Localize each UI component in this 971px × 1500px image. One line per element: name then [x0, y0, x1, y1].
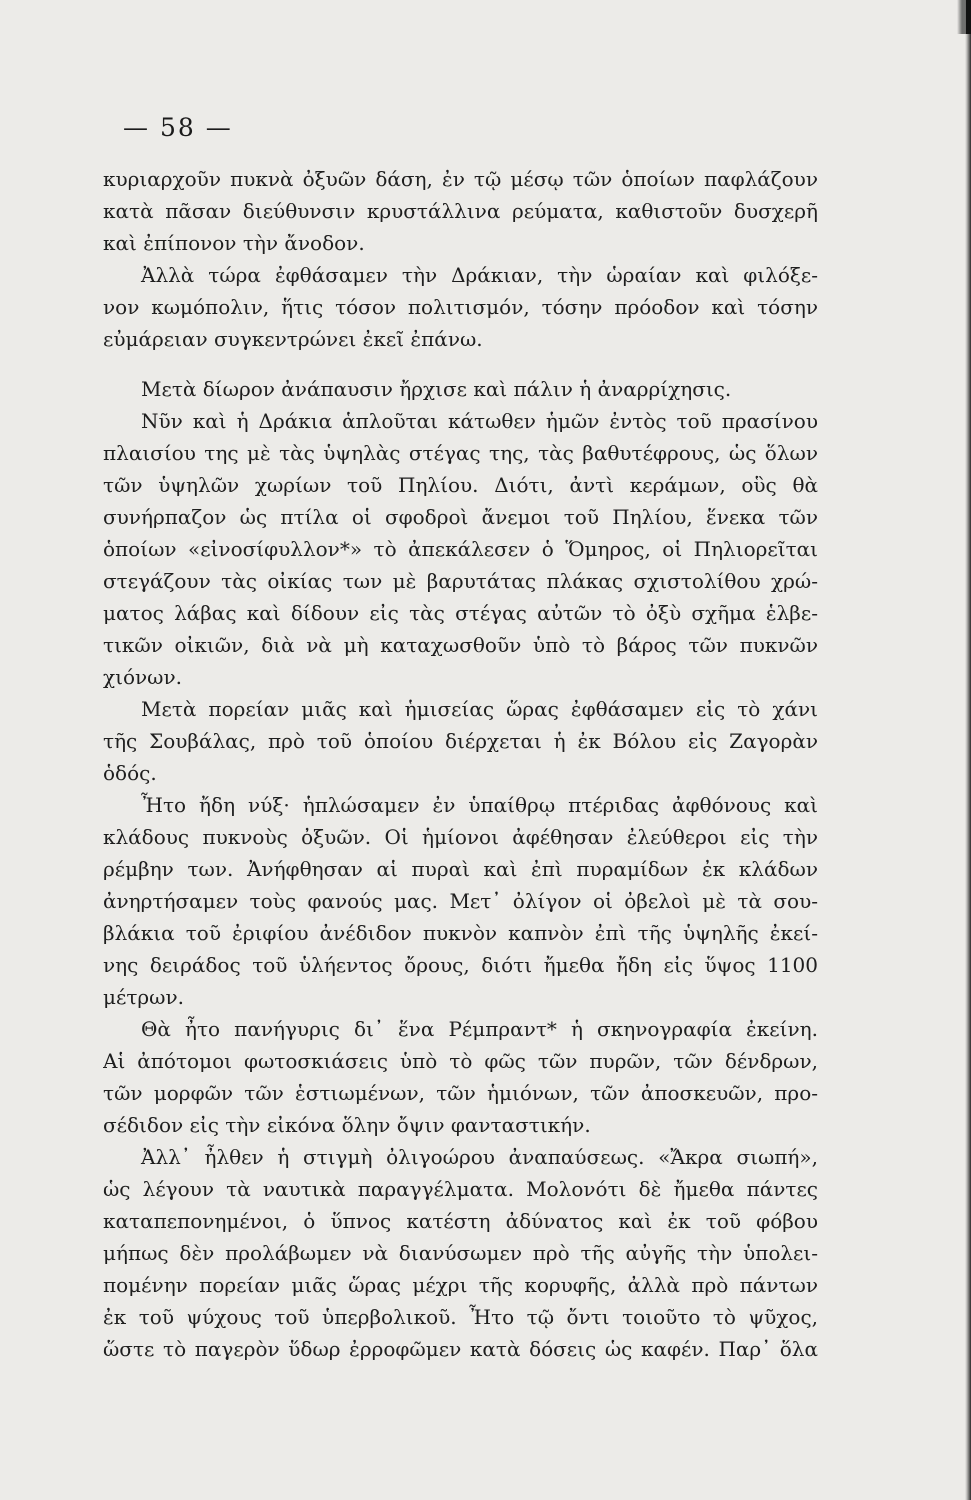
- text-line: κυριαρχοῦν πυκνὰ ὀξυῶν δάση, ἐν τῷ μέσῳ τῶν ὁποίων παφλάζουν: [103, 167, 818, 191]
- text-body: [103, 163, 818, 1365]
- text-line: στεγάζουν τὰς οἰκίας των μὲ βαρυτάτας πλάκας σχιστολίθου χρώ-: [103, 569, 818, 593]
- text-line: Αἱ ἀπότομοι φωτοσκιάσεις ὑπὸ τὸ φῶς τῶν πυρῶν, τῶν δένδρων,: [103, 1049, 818, 1073]
- text-line: κλάδους πυκνοὺς ὀξυῶν. Οἱ ἡμίονοι ἀφέθησαν ἐλεύθεροι εἰς τὴν: [103, 825, 818, 849]
- text-line: μέτρων.: [103, 985, 185, 1009]
- text-line: ἐκ τοῦ ψύχους τοῦ ὑπερβολικοῦ. Ἦτο τῷ ὄντι τοιοῦτο τὸ ψῦχος,: [103, 1305, 818, 1329]
- page-number: — 58 —: [123, 113, 233, 142]
- text-line: χιόνων.: [103, 665, 182, 689]
- page-edge-shadow: [965, 0, 971, 1500]
- text-line: Ἀλλ᾽ ἦλθεν ἡ στιγμὴ ὀλιγοώρου ἀναπαύσεως. «Ἄκρα σιωπή»,: [141, 1145, 818, 1169]
- text-line: Μετὰ πορείαν μιᾶς καὶ ἡμισείας ὥρας ἐφθάσαμεν εἰς τὸ χάνι: [141, 697, 818, 721]
- text-line: Ἀλλὰ τώρα ἐφθάσαμεν τὴν Δράκιαν, τὴν ὡραίαν καὶ φιλόξε-: [141, 263, 818, 287]
- text-line: πομένην πορείαν μιᾶς ὥρας μέχρι τῆς κορυφῆς, ἀλλὰ πρὸ πάντων: [103, 1273, 818, 1297]
- text-line: ὡς λέγουν τὰ ναυτικὰ παραγγέλματα. Μολονότι δὲ ἤμεθα πάντες: [103, 1177, 818, 1201]
- text-line: τῆς Σουβάλας, πρὸ τοῦ ὁποίου διέρχεται ἡ ἐκ Βόλου εἰς Ζαγορὰν: [103, 729, 818, 753]
- text-line: καταπεπονημένοι, ὁ ὕπνος κατέστη ἀδύνατος καὶ ἐκ τοῦ φόβου: [103, 1209, 818, 1233]
- text-line: Ἦτο ἤδη νύξ· ἡπλώσαμεν ἐν ὑπαίθρῳ πτέριδας ἀφθόνους καὶ: [141, 793, 818, 817]
- text-line: βλάκια τοῦ ἐριφίου ἀνέδιδον πυκνὸν καπνὸν ἐπὶ τῆς ὑψηλῆς ἐκεί-: [103, 921, 818, 945]
- text-line: νης δειράδος τοῦ ὑλήεντος ὄρους, διότι ἤμεθα ἤδη εἰς ὕψος 1100: [103, 953, 818, 977]
- text-line: μήπως δὲν προλάβωμεν νὰ διανύσωμεν πρὸ τῆς αὐγῆς τὴν ὑπολει-: [103, 1241, 818, 1265]
- text-line: Νῦν καὶ ἡ Δράκια ἁπλοῦται κάτωθεν ἡμῶν ἐντὸς τοῦ πρασίνου: [141, 409, 818, 433]
- text-line: σέδιδον εἰς τὴν εἰκόνα ὅλην ὄψιν φανταστικήν.: [103, 1113, 591, 1137]
- text-line: συνήρπαζον ὡς πτίλα οἱ σφοδροὶ ἄνεμοι τοῦ Πηλίου, ἕνεκα τῶν: [103, 505, 818, 529]
- page-corner-shadow: [957, 0, 971, 34]
- text-line: πλαισίου της μὲ τὰς ὑψηλὰς στέγας της, τὰς βαθυτέφρους, ὡς ὅλων: [103, 441, 818, 465]
- text-line: ὁποίων «εἰνοσίφυλλον*» τὸ ἀπεκάλεσεν ὁ Ὅμηρος, οἱ Πηλιορεῖται: [103, 537, 818, 561]
- text-line: τῶν ὑψηλῶν χωρίων τοῦ Πηλίου. Διότι, ἀντὶ κεράμων, οὓς θὰ: [103, 473, 818, 497]
- text-line: νον κωμόπολιν, ἥτις τόσον πολιτισμόν, τόσην πρόοδον καὶ τόσην: [103, 295, 818, 319]
- text-line: Μετὰ δίωρον ἀνάπαυσιν ἤρχισε καὶ πάλιν ἡ ἀναρρίχησις.: [141, 377, 732, 401]
- text-line: κατὰ πᾶσαν διεύθυνσιν κρυστάλλινα ρεύματα, καθιστοῦν δυσχερῆ: [103, 199, 818, 223]
- text-line: ἀνηρτήσαμεν τοὺς φανούς μας. Μετ᾽ ὀλίγον οἱ ὀβελοὶ μὲ τὰ σου-: [103, 889, 818, 913]
- text-line: ματος λάβας καὶ δίδουν εἰς τὰς στέγας αὐτῶν τὸ ὀξὺ σχῆμα ἑλβε-: [103, 601, 818, 625]
- text-line: τικῶν οἰκιῶν, διὰ νὰ μὴ καταχωσθοῦν ὑπὸ τὸ βάρος τῶν πυκνῶν: [103, 633, 818, 657]
- text-line: ρέμβην των. Ἀνήφθησαν αἱ πυραὶ καὶ ἐπὶ πυραμίδων ἐκ κλάδων: [103, 857, 818, 881]
- text-line: ὥστε τὸ παγερὸν ὕδωρ ἐρροφῶμεν κατὰ δόσεις ὡς καφέν. Παρ᾽ ὅλα: [103, 1337, 818, 1361]
- text-line: τῶν μορφῶν τῶν ἑστιωμένων, τῶν ἡμιόνων, τῶν ἀποσκευῶν, προ-: [103, 1081, 818, 1105]
- text-line: εὐμάρειαν συγκεντρώνει ἐκεῖ ἐπάνω.: [103, 327, 483, 351]
- text-line: καὶ ἐπίπονον τὴν ἄνοδον.: [103, 231, 365, 255]
- text-line: ὁδός.: [103, 761, 157, 785]
- text-line: Θὰ ἦτο πανήγυρις δι᾽ ἕνα Ρέμπραντ* ἡ σκηνογραφία ἐκείνη.: [141, 1017, 818, 1041]
